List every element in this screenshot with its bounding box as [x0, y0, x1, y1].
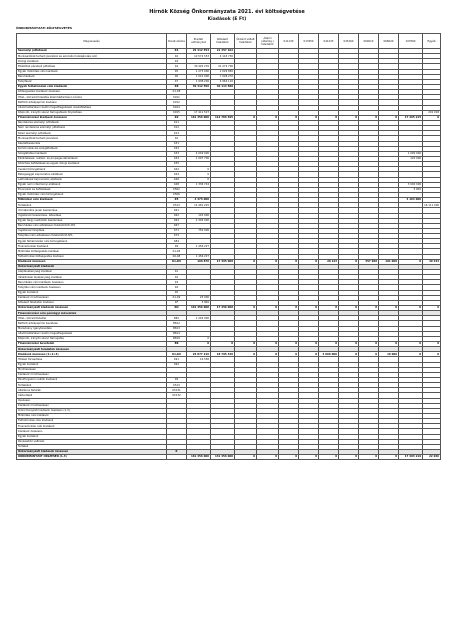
- row-code: K12: [167, 126, 187, 131]
- row-code: K7: [167, 79, 187, 84]
- row-value: 4 143 730: [211, 54, 235, 59]
- row-code: K74: [167, 234, 187, 239]
- row-value: 4 104 000: [399, 198, 423, 203]
- row-label: Egyéb kiadások: [17, 362, 167, 367]
- row-value: 7 048 270: [211, 74, 235, 79]
- row-code: K4: [167, 285, 187, 290]
- row-code: B81: [167, 316, 187, 321]
- row-value: 161 456 000: [187, 306, 211, 311]
- header-row: [17, 34, 441, 49]
- row-code: K8: [167, 84, 187, 89]
- row-value: 40 114 580: [211, 84, 235, 89]
- row-value: 1 456 227: [187, 244, 211, 249]
- row-value: 0: [235, 342, 257, 347]
- row-label: Központi, irányító szervi támogatás: [17, 336, 167, 341]
- row-label: Összesen: [17, 398, 167, 403]
- row-code: K5: [167, 290, 187, 295]
- budget-table: [16, 33, 441, 460]
- row-code: K13: [167, 131, 187, 136]
- document-subtitle: Kiadások (E Ft): [207, 17, 247, 22]
- column-header: 107060: [399, 34, 423, 49]
- row-value: 1 938 236: [187, 79, 211, 84]
- row-value: 201 018: [423, 110, 441, 115]
- row-value: 16 111 000: [424, 203, 439, 207]
- row-value: 0: [279, 455, 299, 460]
- row-code: K31: [167, 141, 187, 146]
- row-code: K2: [167, 136, 187, 141]
- row-value: 25 000: [187, 295, 211, 300]
- row-value: 1 336 724: [187, 182, 211, 187]
- row-label: Egyéb működési célú támogatások: [17, 192, 167, 197]
- column-header: 041233: [319, 34, 339, 49]
- row-value: 0: [187, 172, 211, 177]
- row-value: 0: [319, 306, 339, 311]
- row-code: K84: [167, 239, 187, 244]
- row-label: Munkaadókat terhelő járulékok: [17, 136, 167, 141]
- row-label: Maradvány igénybevétele: [17, 326, 167, 331]
- row-label: Finanszírozási kiadások összesen: [17, 115, 167, 120]
- row-label: Finanszírozási célú pénzügyi műveletek: [17, 311, 167, 316]
- row-code: K1-K9: [167, 295, 187, 300]
- row-label: Pénzeszköz változás: [17, 439, 167, 444]
- row-code: K91: [167, 357, 187, 362]
- row-value: 12 481 225: [187, 203, 211, 208]
- column-header: Kötelező feladatok: [211, 34, 235, 49]
- row-code: K9: [167, 115, 187, 120]
- row-code: [167, 455, 187, 460]
- row-value: 0: [187, 336, 211, 341]
- row-value: 4 475 000: [187, 198, 211, 203]
- row-value: 0: [257, 455, 279, 460]
- column-header: Állami (államig.) feladatok: [257, 34, 279, 49]
- row-code: K1-K8: [167, 90, 187, 95]
- row-label: Hitelek törlesztése: [17, 357, 167, 362]
- row-value: 0: [299, 115, 319, 120]
- row-label: Államháztartáson belüli megelőlegezések visszafizetése: [17, 105, 167, 110]
- row-label: Tartalékok: [17, 383, 167, 388]
- row-label: Személyi juttatások: [17, 49, 167, 54]
- row-label: Alaptevékenység kiadásai: [17, 270, 167, 275]
- row-label: Működési költségvetés kiadásai: [17, 249, 167, 254]
- row-value: 0: [399, 342, 423, 347]
- row-value: 4 049 000: [187, 151, 211, 156]
- column-header: Egyéb: [423, 34, 441, 49]
- row-value: 0: [359, 352, 379, 357]
- column-header: 013350: [299, 34, 319, 49]
- row-value: 1 273 000: [187, 69, 211, 74]
- row-value: 0: [279, 115, 299, 120]
- row-value: 120 000: [399, 156, 423, 161]
- row-code: K46: [167, 177, 187, 182]
- row-code: K92: [167, 362, 187, 367]
- row-code: K11: [167, 120, 187, 125]
- row-value: 25 877 216: [187, 352, 211, 357]
- row-value: 0: [359, 306, 379, 311]
- row-value: 0: [359, 342, 379, 347]
- row-code: K1: [167, 49, 187, 54]
- row-value: 3 000 000: [399, 182, 423, 187]
- row-code: K32: [167, 146, 187, 151]
- row-label: Ingatlanok felújítása: [17, 228, 167, 233]
- row-label: Ellátottak pénzbeli juttatásai: [17, 64, 167, 69]
- column-header: 045160: [339, 34, 359, 49]
- row-label: Finanszírozási bevételek: [17, 342, 167, 347]
- row-label: Önkormányzati kiadások összesen (1-3): [17, 408, 167, 413]
- row-label: Belföldi értékpapírok kiadásai: [17, 100, 167, 105]
- row-value: 0: [257, 352, 279, 357]
- row-label: Tartalék: [17, 444, 167, 449]
- row-code: K33: [167, 151, 187, 156]
- row-label: Beruházások: [17, 74, 167, 79]
- row-code: K44: [167, 172, 187, 177]
- row-value: 17 395 000: [211, 259, 235, 264]
- row-label: Felújítások: [17, 79, 167, 84]
- row-value: 0: [299, 259, 319, 264]
- row-value: 0: [379, 342, 399, 347]
- row-label: Kiadások mindösszesen: [17, 403, 167, 408]
- row-label: Államháztartáson belüli megelőlegezések: [17, 331, 167, 336]
- row-code: K67: [167, 223, 187, 228]
- row-value: 22 046: [423, 455, 441, 460]
- row-label: Munkaadókat terhelő járulékok és szociális hozzájárulási adó: [17, 54, 167, 59]
- row-label: Kiadások összesen: [17, 429, 167, 434]
- row-value: 0: [423, 115, 441, 120]
- row-code: K506: [167, 192, 187, 197]
- row-code: K2: [167, 54, 187, 59]
- row-label: Általános tartalék: [17, 388, 167, 393]
- row-value: 18 795 346: [211, 352, 235, 357]
- row-label: Kiküldetések, reklám- és propagandakiadások: [17, 156, 167, 161]
- row-label: Betegséggel kapcsolatos ellátások: [17, 172, 167, 177]
- row-label: Dologi kiadások: [17, 59, 167, 64]
- row-value: 0: [339, 455, 359, 460]
- row-value: 0: [319, 342, 339, 347]
- row-value: 21 457 102: [211, 49, 235, 54]
- row-value: 0: [257, 306, 279, 311]
- row-label: Egyéb kiadások: [17, 290, 167, 295]
- row-code: K35: [167, 162, 187, 167]
- row-label: Önkormányzati feladatok összesen: [17, 347, 167, 352]
- row-value: 17 463 219: [399, 455, 423, 460]
- row-value: 357 960: [359, 259, 379, 264]
- row-code: K911: [167, 95, 187, 100]
- row-code: K71: [167, 228, 187, 233]
- row-label: Működési célú kiadások: [17, 413, 167, 418]
- row-code: K502: [167, 187, 187, 192]
- row-label: Központi, irányító szervi támogatások folyósítása: [17, 110, 167, 115]
- row-code: K915: [167, 110, 187, 115]
- row-value: 3 600 000: [319, 352, 339, 357]
- row-value: 131 456 000: [211, 455, 235, 460]
- row-label: Kiadások mindösszesen: [17, 372, 167, 377]
- column-header: Megnevezés: [17, 34, 167, 49]
- row-code: K4: [167, 64, 187, 69]
- row-code: B812: [167, 321, 187, 326]
- row-value: 0: [319, 455, 339, 460]
- row-value: 17 411 527: [187, 110, 211, 115]
- row-value: 25 412 553: [187, 49, 211, 54]
- section-header: ÖNKORMÁNYZATI KÖLTSÉGVETÉS: [16, 26, 73, 30]
- row-code: K1-K5: [167, 249, 187, 254]
- row-label: Céltartalék: [17, 393, 167, 398]
- row-code: KF: [167, 300, 187, 305]
- row-value: 0: [235, 115, 257, 120]
- row-code: K2: [167, 275, 187, 280]
- row-value: 160 876: [187, 259, 211, 264]
- column-header: 064010: [359, 34, 379, 49]
- row-code: K513: [167, 383, 187, 388]
- row-label: Egyéb kiadások: [17, 434, 167, 439]
- row-value: 4 964 110: [211, 79, 235, 84]
- row-label: Önkormányzati kiadások: [17, 264, 167, 269]
- row-value: 5 000: [399, 187, 423, 192]
- row-label: Ingatlanok beszerzése, létesítése: [17, 213, 167, 218]
- row-value: 0: [359, 455, 379, 460]
- row-value: 17 456 000: [211, 306, 235, 311]
- row-code: K914: [167, 105, 187, 110]
- row-value: 39 444: [423, 259, 441, 264]
- row-label: Rendszeres személyi juttatások: [17, 120, 167, 125]
- table-body: [17, 49, 441, 460]
- row-label: Beruházási célú kiadások összesen: [17, 280, 167, 285]
- row-label: Nem rendszeres személyi juttatások: [17, 126, 167, 131]
- row-value: 1 245 000: [187, 316, 211, 321]
- row-value: 1 097 700: [187, 156, 211, 161]
- row-code: B814: [167, 331, 187, 336]
- row-value: 161 456 000: [187, 115, 211, 120]
- row-label: Készletbeszerzés: [17, 141, 167, 146]
- row-label: Családi támogatások: [17, 167, 167, 172]
- row-value: 0: [339, 352, 359, 357]
- row-value: 750 000: [187, 228, 211, 233]
- row-label: Finanszírozási célú kiadások: [17, 424, 167, 429]
- row-code: K5: [167, 198, 187, 203]
- table-header: [17, 34, 441, 49]
- row-value: 3 000: [187, 300, 211, 305]
- row-code: K5131: [167, 388, 187, 393]
- row-value: 0: [187, 167, 211, 172]
- row-value: 10 000: [379, 352, 399, 357]
- row-value: 16 556: [187, 357, 211, 362]
- row-label: Kötelező feladatok kiadásai: [17, 300, 167, 305]
- row-label: Elvonások és befizetések: [17, 187, 167, 192]
- row-code: K64: [167, 218, 187, 223]
- row-label: Működési célú kiadások: [17, 198, 167, 203]
- row-value: 0: [379, 306, 399, 311]
- row-value: 17 465 215: [399, 115, 423, 120]
- row-label: Finanszírozási kiadások: [17, 244, 167, 249]
- row-value: 1 041 000: [187, 74, 211, 79]
- row-value: 0: [211, 342, 235, 347]
- row-value: 41 274 790: [211, 64, 235, 69]
- row-value: 0: [339, 342, 359, 347]
- row-code: K1: [167, 270, 187, 275]
- row-value: 0: [399, 259, 423, 264]
- row-value: 1 000 000: [399, 151, 423, 156]
- row-value: 0: [279, 342, 299, 347]
- row-label: Belföldi értékpapírok bevételei: [17, 321, 167, 326]
- row-label: Mindösszesen: [17, 367, 167, 372]
- row-value: 39 412 556: [187, 84, 211, 89]
- row-value: 1 029 865: [211, 69, 235, 74]
- row-label: Immateriális javak beszerzése: [17, 208, 167, 213]
- row-value: 0: [299, 306, 319, 311]
- row-label: Hitel-, kölcsönfelvétel: [17, 316, 167, 321]
- row-label: Tartalékok: [17, 203, 167, 208]
- row-code: K5: [167, 69, 187, 74]
- row-value: 0: [339, 259, 359, 264]
- row-value: 0: [339, 115, 359, 120]
- row-label: Kommunikációs szolgáltatások: [17, 146, 167, 151]
- row-value: 10 572 553: [187, 54, 211, 59]
- document-title: Hírnök Község Önkormányzata 2021. évi költségvetése: [149, 9, 305, 15]
- row-code: K912: [167, 100, 187, 105]
- row-value: 2 395 000: [187, 218, 211, 223]
- table-row: [17, 455, 441, 460]
- row-label: Lakhatással kapcsolatos ellátások: [17, 177, 167, 182]
- row-value: 0: [299, 352, 319, 357]
- row-code: K42: [167, 167, 187, 172]
- row-code: K3: [167, 280, 187, 285]
- row-label: Felújítási célú előzetesen felszámított ÁFA: [17, 234, 167, 239]
- row-label: Kiadások összesen: [17, 259, 167, 264]
- row-label: Felhalmozási költségvetés kiadásai: [17, 254, 167, 259]
- row-code: K1-K9: [167, 352, 187, 357]
- row-label: Pénzforgalom nélküli kiadások: [17, 378, 167, 383]
- row-value: 0: [235, 352, 257, 357]
- row-code: B816: [167, 336, 187, 341]
- row-code: K9: [167, 378, 187, 383]
- row-value: 0: [299, 342, 319, 347]
- row-label: Szolgáltatási kiadások: [17, 151, 167, 156]
- row-value: 0: [235, 259, 257, 264]
- row-value: 0: [187, 177, 211, 182]
- row-value: 0: [257, 259, 279, 264]
- row-code: K3: [167, 59, 187, 64]
- row-value: 0: [423, 306, 441, 311]
- row-label: Egyéb felhalmozási célú támogatások: [17, 239, 167, 244]
- row-code: K1-K9: [167, 259, 187, 264]
- row-code: K6-K8: [167, 254, 187, 259]
- row-value: 0: [279, 306, 299, 311]
- row-value: 1 456 227: [187, 254, 211, 259]
- row-label: Felhalmozási célú kiadások: [17, 419, 167, 424]
- row-value: 0: [423, 342, 441, 347]
- row-code: K34: [167, 156, 187, 161]
- row-value: 0: [279, 259, 299, 264]
- row-label: Kiadások mindösszesen: [17, 295, 167, 300]
- row-value: 0: [379, 115, 399, 120]
- row-value: 0: [235, 455, 257, 460]
- row-label: Egyéb tárgyi eszközök beszerzése: [17, 218, 167, 223]
- row-value: 20 123: [319, 259, 339, 264]
- row-code: K6: [167, 74, 187, 79]
- row-value: 0: [399, 306, 423, 311]
- column-header: Rovat száma: [167, 34, 187, 49]
- row-label: Felújítási célú kiadások összesen: [17, 285, 167, 290]
- row-code: B813: [167, 326, 187, 331]
- row-value: 0: [279, 352, 299, 357]
- row-label: Önkormányzati kiadások összesen: [17, 449, 167, 454]
- row-label: ÖNKORMÁNYZAT ÖSSZESEN (1-3): [17, 455, 167, 460]
- row-value: 0: [257, 342, 279, 347]
- row-value: 30 445 276: [187, 64, 211, 69]
- column-header: 066020: [379, 34, 399, 49]
- row-label: Külső személyi juttatások: [17, 131, 167, 136]
- column-header: 011130: [279, 34, 299, 49]
- row-value: 0: [299, 455, 319, 460]
- row-value: 0: [319, 115, 339, 120]
- row-label: Költségvetési kiadások összesen: [17, 90, 167, 95]
- row-value: 0: [339, 306, 359, 311]
- row-code: KO: [167, 306, 187, 311]
- row-value: 0: [257, 115, 279, 120]
- column-header: Eredeti előirányzat: [187, 34, 211, 49]
- row-value: 0: [379, 455, 399, 460]
- row-value: 112 786 495: [211, 115, 235, 120]
- row-label: Egyéb nem intézményi ellátások: [17, 182, 167, 187]
- row-code: K48: [167, 182, 187, 187]
- row-code: K61: [167, 208, 187, 213]
- row-label: Kiadások összesen (1+2+3): [17, 352, 167, 357]
- row-code: K9: [167, 244, 187, 249]
- row-code: K5132: [167, 393, 187, 398]
- row-code: K: [167, 449, 187, 454]
- row-label: Vállalkozási tevékenység kiadásai: [17, 275, 167, 280]
- row-label: Beruházási célú előzetesen felszámított ÁFA: [17, 223, 167, 228]
- row-label: Különféle befizetések és egyéb dologi kiadások: [17, 162, 167, 167]
- row-value: 0: [187, 342, 211, 347]
- row-value: 145 000: [187, 213, 211, 218]
- row-value: 161 456 000: [187, 455, 211, 460]
- column-header: Önként vállalt feladatok: [235, 34, 257, 49]
- row-label: Hitel-, kölcsöntörlesztés államháztartáson kívülre: [17, 95, 167, 100]
- row-code: K62: [167, 213, 187, 218]
- row-value: 0: [359, 115, 379, 120]
- row-value: 101 000: [379, 259, 399, 264]
- row-value: 0: [399, 352, 423, 357]
- row-label: Önkormányzati kiadások összesen: [17, 306, 167, 311]
- row-label: Egyéb felhalmozási célú kiadások: [17, 84, 167, 89]
- row-value: 0: [235, 306, 257, 311]
- row-code: B8: [167, 342, 187, 347]
- row-value: 0: [423, 352, 441, 357]
- row-label: Egyéb működési célú kiadások: [17, 69, 167, 74]
- row-code: K513: [167, 203, 187, 208]
